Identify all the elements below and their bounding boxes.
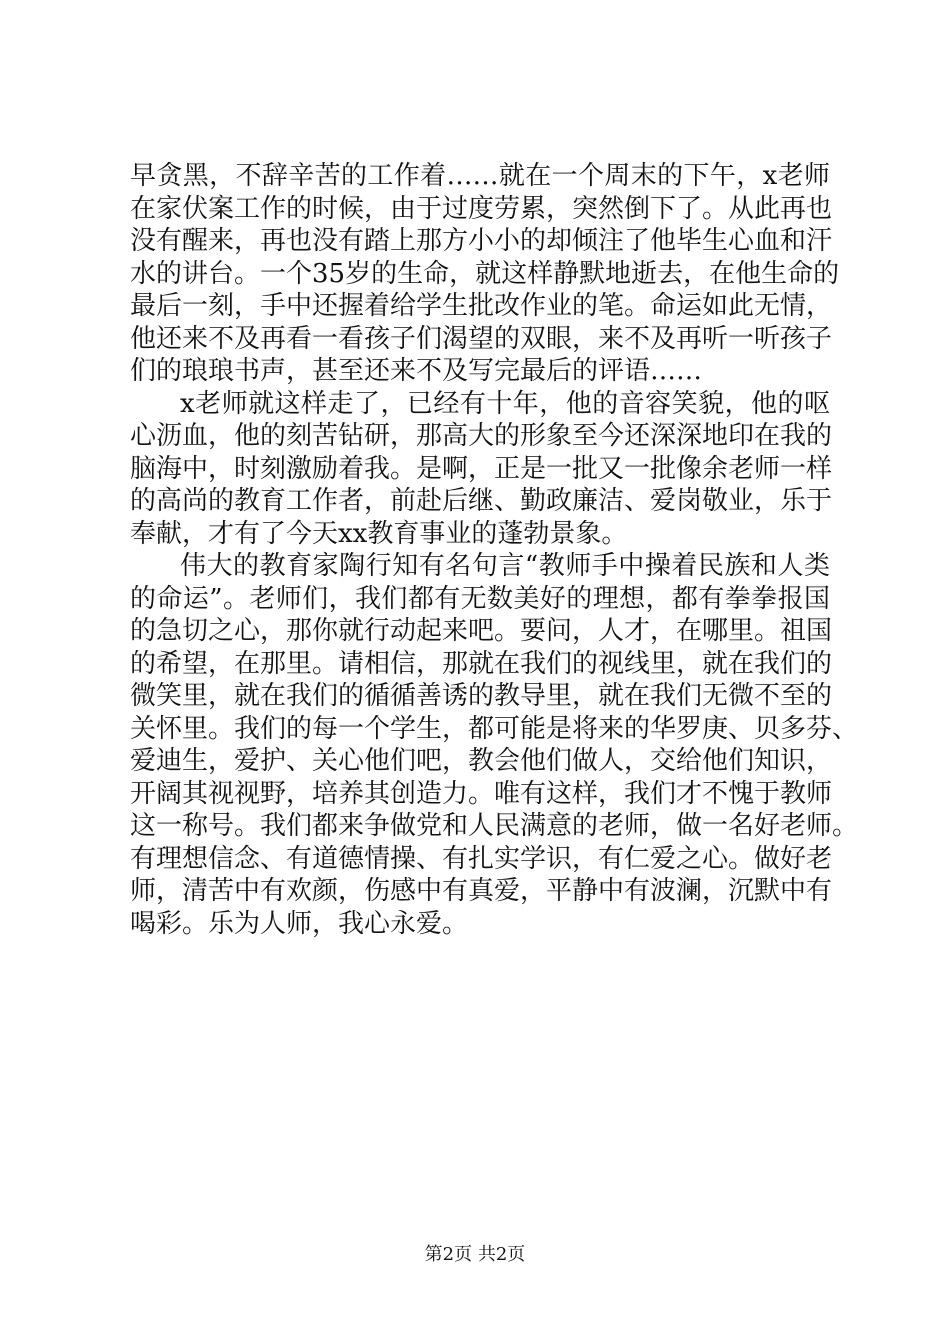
text-line: 开阔其视视野，培养其创造力。唯有这样，我们才不愧于教师	[130, 778, 833, 809]
text-line: 喝彩。乐为人师，我心永爱。	[130, 908, 469, 939]
text-line: 有理想信念、有道德情操、有扎实学识，有仁爱之心。做好老	[130, 843, 833, 874]
text-line: 微笑里，就在我们的循循善诱的教导里，就在我们无微不至的	[130, 681, 833, 711]
text-line: 心沥血，他的刻苦钻研，那高大的形象至今还深深地印在我的	[130, 421, 833, 451]
text-line: 爱迪生，爱护、关心他们吧，教会他们做人，交给他们知识，	[130, 746, 833, 776]
text-line: 在家伏案工作的时候，由于过度劳累，突然倒下了。从此再也	[130, 193, 833, 224]
text-line: 奉献，才有了今天xx教育事业的蓬勃景象。	[130, 518, 628, 549]
text-line: 早贪黑，不辞辛苦的工作着……就在一个周末的下午，x老师	[130, 161, 830, 191]
text-line: x老师就这样走了，已经有十年，他的音容笑貌，他的呕	[180, 388, 830, 419]
document-body	[130, 160, 859, 940]
text-line: 他还来不及再看一看孩子们渴望的双眼，来不及再听一听孩子	[130, 323, 833, 354]
text-line: 师，清苦中有欢颜，伤感中有真爱，平静中有波澜，沉默中有	[130, 876, 833, 906]
paragraph-3	[130, 550, 859, 940]
text-line: 伟大的教育家陶行知有名句言“教师手中操着民族和人类	[180, 551, 830, 581]
text-line: 最后一刻，手中还握着给学生批改作业的笔。命运如此无情，	[130, 291, 833, 321]
text-line: 的急切之心，那你就行动起来吧。要问，人才，在哪里。祖国	[130, 616, 833, 646]
text-line: 的希望，在那里。请相信，那就在我们的视线里，就在我们的	[130, 648, 833, 679]
text-line: 的高尚的教育工作者，前赴后继、勤政廉洁、爱岗敬业，乐于	[130, 486, 833, 516]
text-line: 们的琅琅书声，甚至还来不及写完最后的评语……	[130, 356, 703, 386]
paragraph-1	[130, 160, 840, 388]
text-line: 脑海中，时刻激励着我。是啊，正是一批又一批像余老师一样	[130, 453, 833, 484]
text-line: 没有醒来，再也没有踏上那方小小的却倾注了他毕生心血和汗	[130, 226, 833, 256]
paragraph-2	[130, 388, 833, 551]
text-line: 水的讲台。一个35岁的生命，就这样静默地逝去，在他生命的	[130, 258, 840, 289]
text-line: 这一称号。我们都来争做党和人民满意的老师，做一名好老师。	[130, 811, 859, 841]
page-number-footer: 第2页 共2页	[424, 1244, 526, 1265]
text-line: 关怀里。我们的每一个学生，都可能是将来的华罗庚、贝多芬、	[130, 713, 859, 744]
text-line: 的命运”。老师们，我们都有无数美好的理想，都有拳拳报国	[130, 583, 830, 614]
